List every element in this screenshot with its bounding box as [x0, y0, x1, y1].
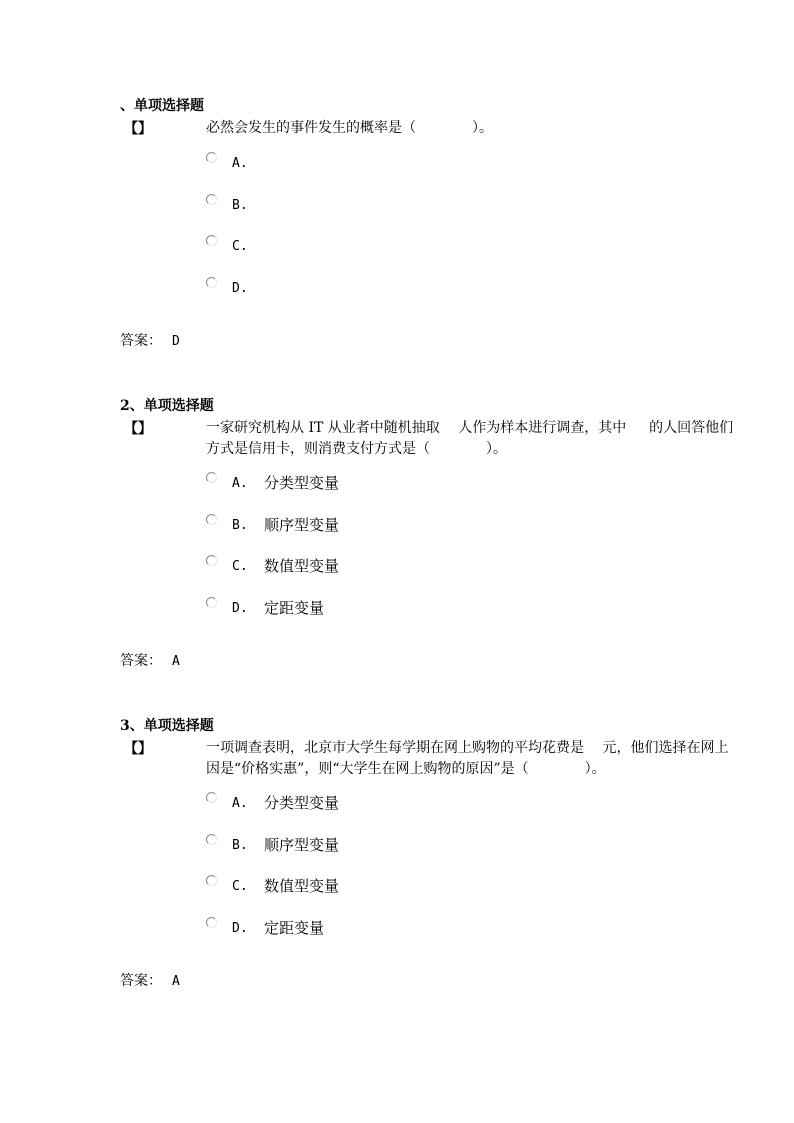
radio-button[interactable]: [206, 875, 217, 886]
question-bracket: 【】: [124, 741, 152, 757]
option-d[interactable]: [206, 917, 506, 939]
answer-line: [120, 332, 180, 351]
radio-button[interactable]: [206, 514, 217, 525]
option-c[interactable]: [206, 555, 506, 577]
answer-value: A: [172, 654, 180, 669]
option-text: 顺序型变量: [264, 516, 340, 534]
option-letter: B.: [232, 838, 248, 853]
question-stem-line: 必然会发生的事件发生的概率是（ ）。: [206, 120, 493, 136]
option-b[interactable]: [206, 194, 506, 216]
question-bracket: 【】: [124, 421, 152, 437]
option-a[interactable]: [206, 472, 506, 494]
option-letter: A.: [232, 156, 248, 171]
option-c[interactable]: [206, 875, 506, 897]
question-stem: [206, 738, 728, 780]
answer-line: [120, 652, 180, 671]
answer-label: 答案：: [120, 653, 162, 669]
option-letter: C.: [232, 559, 248, 574]
option-letter: A.: [232, 476, 248, 491]
question-heading: 2、单项选择题: [120, 398, 214, 414]
question-heading: 、单项选择题: [120, 98, 204, 114]
radio-button[interactable]: [206, 194, 217, 205]
answer-value: D: [172, 334, 180, 349]
option-text: 定距变量: [264, 919, 325, 937]
option-text: 数值型变量: [264, 557, 340, 575]
question-heading: 3、单项选择题: [120, 718, 214, 734]
option-a[interactable]: [206, 152, 506, 174]
option-letter: D.: [232, 601, 248, 616]
answer-line: [120, 972, 180, 991]
question-stem: [206, 118, 493, 139]
answer-value: A: [172, 974, 180, 989]
question-bracket: 【】: [124, 121, 152, 137]
option-text: 分类型变量: [264, 794, 340, 812]
option-text: 顺序型变量: [264, 836, 340, 854]
option-b[interactable]: [206, 514, 506, 536]
radio-button[interactable]: [206, 917, 217, 928]
question-stem-line: 一项调查表明，北京市大学生每学期在网上购物的平均花费是 元，他们选择在网上: [206, 740, 729, 756]
question-stem-line: 因是“价格实惠”，则“大学生在网上购物的原因”是（ ）。: [206, 761, 606, 777]
answer-label: 答案：: [120, 333, 162, 349]
answer-label: 答案：: [120, 973, 162, 989]
option-letter: A.: [232, 796, 248, 811]
question-stem-line: 一家研究机构从 IT 从业者中随机抽取 人作为样本进行调查，其中 的人回答他们: [206, 420, 734, 436]
option-letter: B.: [232, 518, 248, 533]
option-letter: C.: [232, 879, 248, 894]
option-a[interactable]: [206, 792, 506, 814]
radio-button[interactable]: [206, 235, 217, 246]
option-d[interactable]: [206, 597, 506, 619]
option-text: 定距变量: [264, 599, 325, 617]
option-text: 分类型变量: [264, 474, 340, 492]
question-stem-line: 方式是信用卡，则消费支付方式是（ ）。: [206, 441, 507, 457]
option-d[interactable]: [206, 277, 506, 299]
radio-button[interactable]: [206, 792, 217, 803]
option-letter: D.: [232, 921, 248, 936]
option-letter: C.: [232, 239, 248, 254]
option-c[interactable]: [206, 235, 506, 257]
radio-button[interactable]: [206, 152, 217, 163]
radio-button[interactable]: [206, 555, 217, 566]
radio-button[interactable]: [206, 472, 217, 483]
question-stem: [206, 418, 733, 460]
radio-button[interactable]: [206, 834, 217, 845]
radio-button[interactable]: [206, 597, 217, 608]
radio-button[interactable]: [206, 277, 217, 288]
option-b[interactable]: [206, 834, 506, 856]
option-letter: B.: [232, 198, 248, 213]
option-text: 数值型变量: [264, 877, 340, 895]
option-letter: D.: [232, 281, 248, 296]
